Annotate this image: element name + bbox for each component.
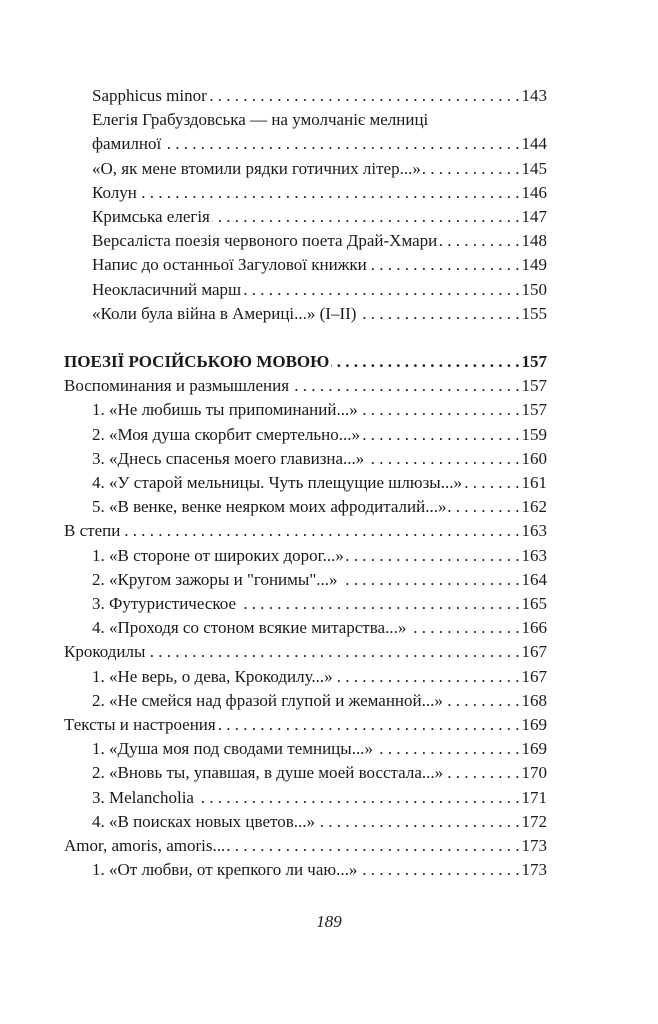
toc-entry: [64, 495, 547, 519]
toc-entry: [64, 374, 547, 398]
toc-entry: [64, 423, 547, 447]
toc-entry-page: 157: [521, 376, 547, 396]
toc-entry-title: 1. «В стороне от широких дорог...»: [92, 545, 344, 565]
leader-dots: [375, 737, 520, 761]
toc-entry-page: 169: [521, 739, 547, 759]
toc-entry-title: 5. «В венке, венке неярком моих афродиталий...»: [92, 497, 447, 517]
leader-dots: [122, 519, 519, 543]
toc-entry-title: Напис до останньої Загулової книжки: [92, 255, 367, 275]
leader-dots: [243, 278, 519, 302]
toc-entry-page: 149: [521, 255, 547, 275]
toc-entry-page: 147: [521, 207, 547, 227]
toc-entry-page: 160: [521, 448, 547, 468]
toc-entry-title: 3. «Днесь спасенья моего главизна...»: [92, 448, 365, 468]
leader-dots: [362, 423, 519, 447]
toc-entry-page: 148: [521, 231, 547, 251]
toc-entry: [64, 84, 547, 108]
toc-entry-page: 155: [521, 303, 547, 323]
toc-entry: [64, 810, 547, 834]
leader-dots: [291, 374, 519, 398]
leader-dots: [358, 302, 519, 326]
toc-entry: [64, 737, 547, 761]
leader-dots: [317, 810, 520, 834]
leader-dots: [335, 665, 520, 689]
toc-entry-page: 159: [521, 424, 547, 444]
toc-entry-title: ПОЕЗІЇ РОСІЙСЬКОЮ МОВОЮ: [64, 352, 330, 372]
toc-entry: [64, 858, 547, 882]
leader-dots: [464, 471, 520, 495]
toc-entry-page: 173: [521, 860, 547, 880]
toc-entry-title: Воспоминания и размышления: [64, 376, 290, 396]
leader-dots: [227, 834, 519, 858]
toc-entry: [64, 471, 547, 495]
toc-entry-page: 173: [521, 836, 547, 856]
toc-group-russian: [64, 350, 547, 882]
toc-entry: [64, 640, 547, 664]
toc-entry: [64, 519, 547, 543]
toc-entry: [64, 253, 547, 277]
toc-entry-title: 2. «Не смейся над фразой глупой и жеманной...»: [92, 690, 443, 710]
toc-entry: [64, 132, 547, 156]
toc-entry-title: Amor, amoris, amoris...: [64, 836, 226, 856]
toc-entry: [64, 278, 547, 302]
toc-entry: [64, 786, 547, 810]
toc-entry-page: 162: [521, 497, 547, 517]
toc-entry: [64, 398, 547, 422]
toc-entry-page: 163: [521, 545, 547, 565]
toc-entry: [64, 544, 547, 568]
toc-entry-page: 166: [521, 618, 547, 638]
leader-dots: [331, 350, 519, 374]
page-number: 189: [316, 912, 342, 931]
toc-section-heading: [64, 350, 547, 374]
leader-dots: [139, 181, 520, 205]
toc-entry-page: 143: [521, 86, 547, 105]
toc-entry: [64, 229, 547, 253]
toc-entry-title: 3. Melancholia: [92, 787, 194, 807]
toc-entry-title: Колун: [92, 182, 137, 202]
leader-dots: [346, 544, 520, 568]
toc-entry-page: 172: [521, 811, 547, 831]
leader-dots: [445, 689, 520, 713]
toc-entry-title: 2. «Вновь ты, упавшая, в душе моей восстала...»: [92, 763, 444, 783]
toc-entry: [64, 447, 547, 471]
leader-dots: [360, 398, 520, 422]
section-gap: [64, 326, 547, 350]
leader-dots: [147, 640, 519, 664]
toc-entry-page: 146: [521, 182, 547, 202]
toc-entry: [64, 834, 547, 858]
toc-entry: [64, 205, 547, 229]
toc-entry-title: 4. «В поисках новых цветов...»: [92, 811, 315, 831]
toc-entry-page: 144: [521, 134, 547, 154]
toc-entry: [64, 689, 547, 713]
leader-dots: [212, 205, 520, 229]
toc-entry: [64, 592, 547, 616]
toc-entry-page: 168: [521, 690, 547, 710]
toc-entry-title: В степи: [64, 521, 121, 541]
toc-entry-page: 161: [521, 473, 547, 493]
toc-entry-title: фамилної: [92, 134, 162, 154]
toc-entry-title: 1. «Не верь, о дева, Крокодилу...»: [92, 666, 333, 686]
toc-entry-title: Крокодилы: [64, 642, 146, 662]
leader-dots: [448, 495, 519, 519]
toc-entry: [64, 616, 547, 640]
toc-entry-page: 145: [521, 158, 547, 178]
toc-entry-page: 163: [521, 521, 547, 541]
toc-entry-page: 171: [521, 787, 547, 807]
toc-entry-title: Версаліста поезія червоного поета Драй-Хмари: [92, 231, 438, 251]
leader-dots: [359, 858, 519, 882]
leader-dots: [445, 761, 519, 785]
toc-entry-title: 2. «Моя душа скорбит смертельно...»: [92, 424, 361, 444]
toc-entry: [64, 157, 547, 181]
toc-entry: [64, 181, 547, 205]
leader-dots: [196, 786, 520, 810]
toc-entry-title: Неокласичний марш: [92, 279, 242, 299]
leader-dots: [423, 157, 520, 181]
leader-dots: [340, 568, 520, 592]
leader-dots: [366, 447, 519, 471]
toc-entry-page: 170: [521, 763, 547, 783]
toc-entry-title: 3. Футуристическое: [92, 594, 237, 614]
toc-entry-title-line: Елегія Грабуздовська — на умолчаніє мелниці: [92, 110, 429, 130]
toc-entry: [64, 665, 547, 689]
leader-dots: [238, 592, 519, 616]
toc-entry-title: 4. «Проходя со стоном всякие митарства...»: [92, 618, 407, 638]
toc-entry: [64, 761, 547, 785]
toc-group-ukrainian: [64, 157, 547, 326]
leader-dots: [209, 84, 520, 108]
toc-entry-title: 1. «От любви, от крепкого ли чаю...»: [92, 860, 358, 880]
toc-entry-title: Sapphicus minor: [92, 86, 207, 105]
toc-entry: [64, 713, 547, 737]
toc-entry-page: 150: [521, 279, 547, 299]
toc-entry-page: 167: [521, 642, 547, 662]
leader-dots: [218, 713, 520, 737]
toc-entry-page: 167: [521, 666, 547, 686]
leader-dots: [439, 229, 519, 253]
toc-entry-title: Тексты и настроения: [64, 715, 216, 735]
table-of-contents: [64, 84, 547, 883]
toc-entry-page: 157: [521, 352, 547, 372]
toc-entry-page: 157: [521, 400, 547, 420]
toc-entry-title: 1. «Душа моя под сводами темницы...»: [92, 739, 373, 759]
toc-entry: [64, 568, 547, 592]
leader-dots: [163, 132, 519, 156]
toc-entry-title: Кримська елегія: [92, 207, 210, 227]
leader-dots: [369, 253, 520, 277]
toc-entry-page: 165: [521, 594, 547, 614]
toc-entry-title: 4. «У старой мельницы. Чуть плещущие шлюзы...»: [92, 473, 462, 493]
toc-entry-title: «О, як мене втомили рядки готичних літер...»: [92, 158, 421, 178]
toc-entry-title: 2. «Кругом зажоры и "гонимы"...»: [92, 569, 338, 589]
toc-entry-page: 164: [521, 569, 547, 589]
toc-entry-title: «Коли була війна в Америці...» (I–II): [92, 303, 357, 323]
toc-entry-page: 169: [521, 715, 547, 735]
toc-entry: [64, 302, 547, 326]
toc-group-ukrainian-start: [64, 84, 547, 108]
toc-entry-title: 1. «Не любишь ты припоминаний...»: [92, 400, 358, 420]
leader-dots: [408, 616, 519, 640]
